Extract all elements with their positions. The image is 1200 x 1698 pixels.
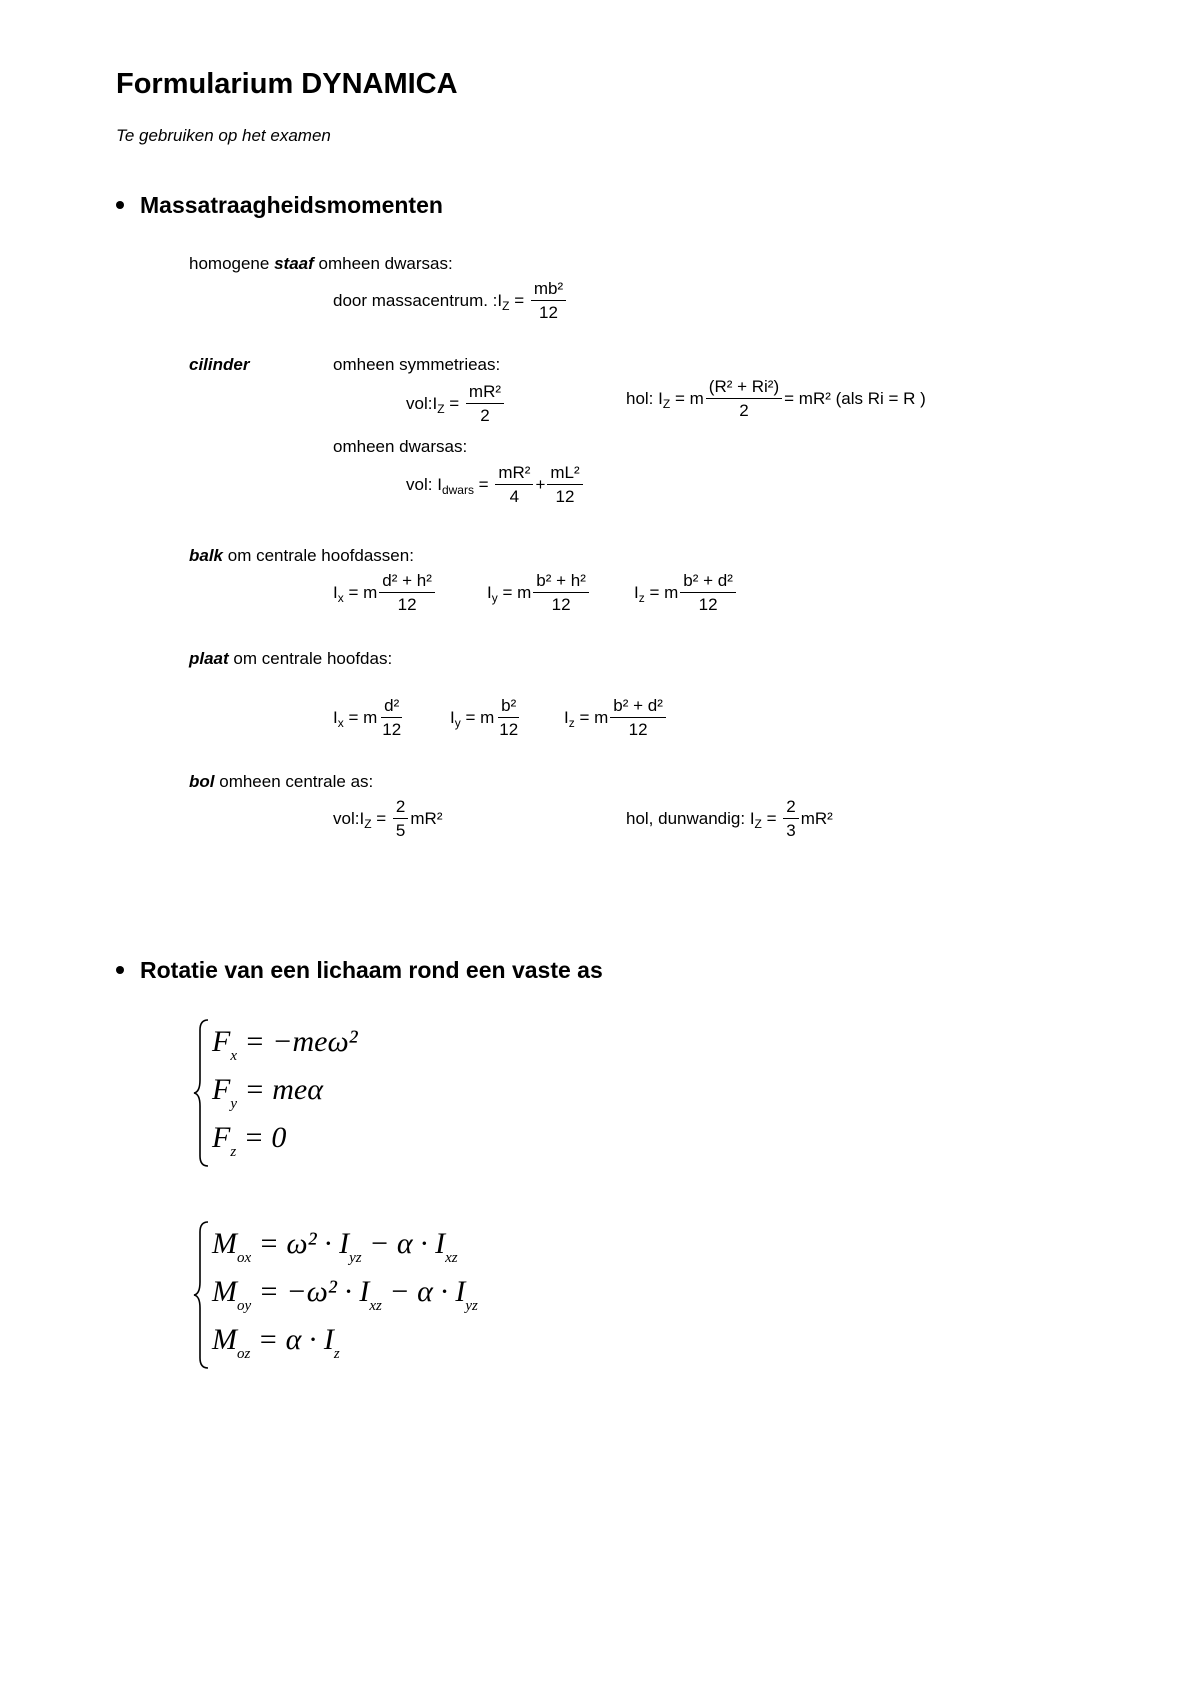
staaf-intro-pre: homogene: [189, 254, 270, 273]
fraction-numerator: b² + d²: [610, 697, 666, 718]
force-equation: [212, 1018, 358, 1066]
balk-intro: [189, 546, 414, 566]
section-heading-text: Massatraagheidsmomenten: [140, 192, 443, 218]
equation-rhs2: − α · I: [361, 1227, 446, 1260]
fraction-numerator: mR²: [495, 464, 533, 485]
staaf-intro-post: omheen dwarsas:: [318, 254, 453, 273]
formula-lhs-sub: Z: [502, 298, 510, 313]
cilinder-hol-formula: hol: I Z = m $\frac{\text{(R² + Ri²)}}{2}$ = mR² (als Ri = R ): [626, 377, 926, 420]
fraction-numerator: d²: [381, 697, 402, 718]
force-equation: [212, 1066, 358, 1114]
formula-lhs-sub: z: [568, 715, 575, 730]
equation-rhs: = α · I: [257, 1323, 334, 1356]
moment-equation: [212, 1220, 478, 1268]
balk-intro-text: om centrale hoofdassen:: [227, 546, 414, 565]
equation-rhs2: − α · I: [381, 1275, 466, 1308]
section-heading-text: Rotatie van een lichaam rond een vaste as: [140, 957, 603, 983]
fraction-denominator: 12: [628, 720, 648, 739]
cilinder-axis2: omheen dwarsas:: [333, 437, 468, 456]
bullet-icon: [116, 966, 124, 974]
fraction-numerator: d² + h²: [379, 572, 435, 593]
force-system: [212, 1018, 358, 1162]
bol-intro: [189, 772, 373, 792]
cilinder-dwars-label: vol:: [406, 475, 433, 494]
plaat-formula-y: I y = m $\frac{\text{b²}}{12}$: [450, 697, 523, 738]
fraction-denominator: 12: [499, 720, 519, 739]
fraction-numerator: mL²: [547, 464, 582, 485]
left-brace-icon: [192, 1220, 212, 1370]
staaf-intro: [189, 254, 453, 274]
fraction: [495, 464, 533, 505]
plaat-label: plaat: [189, 649, 229, 668]
cilinder-dwars-formula: vol: I dwars = $\frac{\text{mR²}}{4}$ + $\frac{\text{mL²}}{12}$: [406, 464, 585, 505]
section-heading-massatraagheid: [116, 192, 443, 219]
equation-rhs: = 0: [243, 1121, 287, 1154]
formula-lhs-sub: z: [638, 590, 645, 605]
fraction-denominator: 12: [555, 487, 575, 506]
formula-lhs: I: [658, 389, 663, 408]
bol-vol-label: vol:: [333, 809, 360, 828]
fraction-denominator: 12: [539, 303, 558, 322]
fraction: [379, 697, 404, 738]
equation-var: M: [212, 1275, 237, 1308]
bullet-icon: [116, 201, 124, 209]
fraction-numerator: mR²: [466, 383, 504, 404]
fraction-numerator: b²: [498, 697, 519, 718]
fraction-denominator: 5: [395, 821, 406, 840]
formula-lhs-sub: x: [337, 715, 344, 730]
fraction: [496, 697, 521, 738]
formula-condition: (als Ri = R ): [835, 389, 926, 408]
fraction-numerator: b² + d²: [680, 572, 736, 593]
cilinder-label: cilinder: [189, 355, 250, 374]
formula-lhs-sub: x: [337, 590, 344, 605]
staaf-formula: door massacentrum. : I Z = $\frac{\text{mb²}}{12}$: [333, 280, 568, 321]
fraction-numerator: 2: [393, 798, 408, 819]
fraction: [783, 798, 798, 839]
equation-var: F: [212, 1025, 231, 1058]
fraction-denominator: 3: [786, 821, 796, 840]
formula-tail: mR²: [800, 809, 833, 828]
fraction-denominator: 4: [509, 487, 520, 506]
moment-system: [212, 1220, 478, 1364]
fraction: [379, 572, 435, 613]
cilinder-axis1: omheen symmetrieas:: [333, 355, 501, 374]
equation-rhs: = −ω² · I: [258, 1275, 370, 1308]
formula-mass: m: [689, 389, 704, 408]
fraction-numerator: mb²: [531, 280, 566, 301]
plaat-intro-text: om centrale hoofdas:: [233, 649, 393, 668]
equation-sub: ox: [237, 1250, 252, 1266]
equation-rhs: = meα: [244, 1073, 323, 1106]
bol-label: bol: [189, 772, 215, 791]
balk-label: balk: [189, 546, 224, 565]
formula-tail: mR²: [410, 809, 443, 828]
equation-sub: x: [230, 1048, 237, 1064]
fraction-denominator: 12: [382, 720, 402, 739]
fraction: [706, 378, 782, 419]
equation-rhs: = ω² · I: [258, 1227, 350, 1260]
fraction: [533, 572, 589, 613]
fraction-numerator: (R² + Ri²): [706, 378, 782, 399]
bol-hol-label: hol, dunwandig:: [626, 809, 746, 828]
equation-var: M: [212, 1323, 237, 1356]
fraction: [393, 798, 408, 839]
equation-rhs: = −meω²: [244, 1025, 358, 1058]
fraction-numerator: b² + h²: [533, 572, 589, 593]
balk-formula-y: I y = m $\frac{\text{b² + h²}}{12}$: [487, 572, 591, 613]
balk-formula-z: I z = m $\frac{\text{b² + d²}}{12}$: [634, 572, 738, 613]
fraction-numerator: 2: [783, 798, 798, 819]
equation-var: F: [212, 1073, 231, 1106]
equation-var: M: [212, 1227, 237, 1260]
formula-lhs-sub: Z: [437, 401, 445, 416]
formula-lhs-sub: y: [491, 590, 498, 605]
balk-formula-x: I x = m $\frac{\text{d² + h²}}{12}$: [333, 572, 437, 613]
fraction-denominator: 2: [739, 401, 749, 420]
formula-lhs-sub: y: [454, 715, 461, 730]
equation-var: F: [212, 1121, 231, 1154]
equation-sub: oz: [237, 1346, 251, 1362]
left-brace-icon: [192, 1018, 212, 1168]
formula-lhs: I: [497, 291, 503, 310]
force-equation: [212, 1114, 358, 1162]
bol-hol-formula: hol, dunwandig: I Z = $\frac{2}{3}$ mR²: [626, 797, 833, 840]
moment-equation: [212, 1268, 478, 1316]
formula-lhs: I: [437, 475, 442, 494]
equation-sub: y: [230, 1096, 237, 1112]
plaat-formula-x: I x = m $\frac{\text{d²}}{12}$: [333, 697, 406, 738]
fraction: [547, 464, 582, 505]
fraction-denominator: 12: [698, 595, 718, 614]
equation-sub: oy: [237, 1298, 252, 1314]
equation-rhs-sub: yz: [349, 1250, 362, 1266]
equation-rhs-sub: xz: [445, 1250, 458, 1266]
plaat-formula-z: I z = m $\frac{\text{b² + d²}}{12}$: [564, 697, 668, 738]
cilinder-hol-label: hol:: [626, 389, 654, 408]
formula-lhs: I: [432, 394, 438, 413]
fraction-denominator: 12: [551, 595, 571, 614]
page-title: Formularium DYNAMICA: [116, 68, 458, 100]
staaf-label: staaf: [274, 254, 314, 273]
fraction: [531, 280, 566, 321]
staaf-line-label: door massacentrum. :: [333, 291, 498, 310]
fraction-denominator: 12: [397, 595, 417, 614]
equation-sub: z: [230, 1144, 237, 1160]
equation-rhs-sub: z: [333, 1346, 340, 1362]
formula-lhs-sub: Z: [662, 396, 671, 411]
fraction: [610, 697, 666, 738]
bol-intro-text: omheen centrale as:: [219, 772, 374, 791]
page-subtitle: Te gebruiken op het examen: [116, 126, 331, 145]
moment-equation: [212, 1316, 478, 1364]
formula-result: = mR²: [784, 389, 831, 408]
fraction: [466, 383, 504, 424]
bol-vol-formula: vol: I Z = $\frac{2}{5}$ mR²: [333, 797, 443, 840]
equation-rhs-sub: xz: [369, 1298, 382, 1314]
cilinder-vol-formula: vol: I Z = $\frac{\text{mR²}}{2}$: [406, 383, 506, 424]
fraction: [680, 572, 736, 613]
fraction-denominator: 2: [480, 406, 490, 425]
section-heading-rotatie: [116, 957, 603, 984]
plaat-intro: [189, 649, 392, 669]
formula-lhs-sub: dwars: [441, 482, 474, 497]
equation-rhs-sub: yz: [465, 1298, 478, 1314]
cilinder-vol-label: vol:: [406, 394, 433, 413]
